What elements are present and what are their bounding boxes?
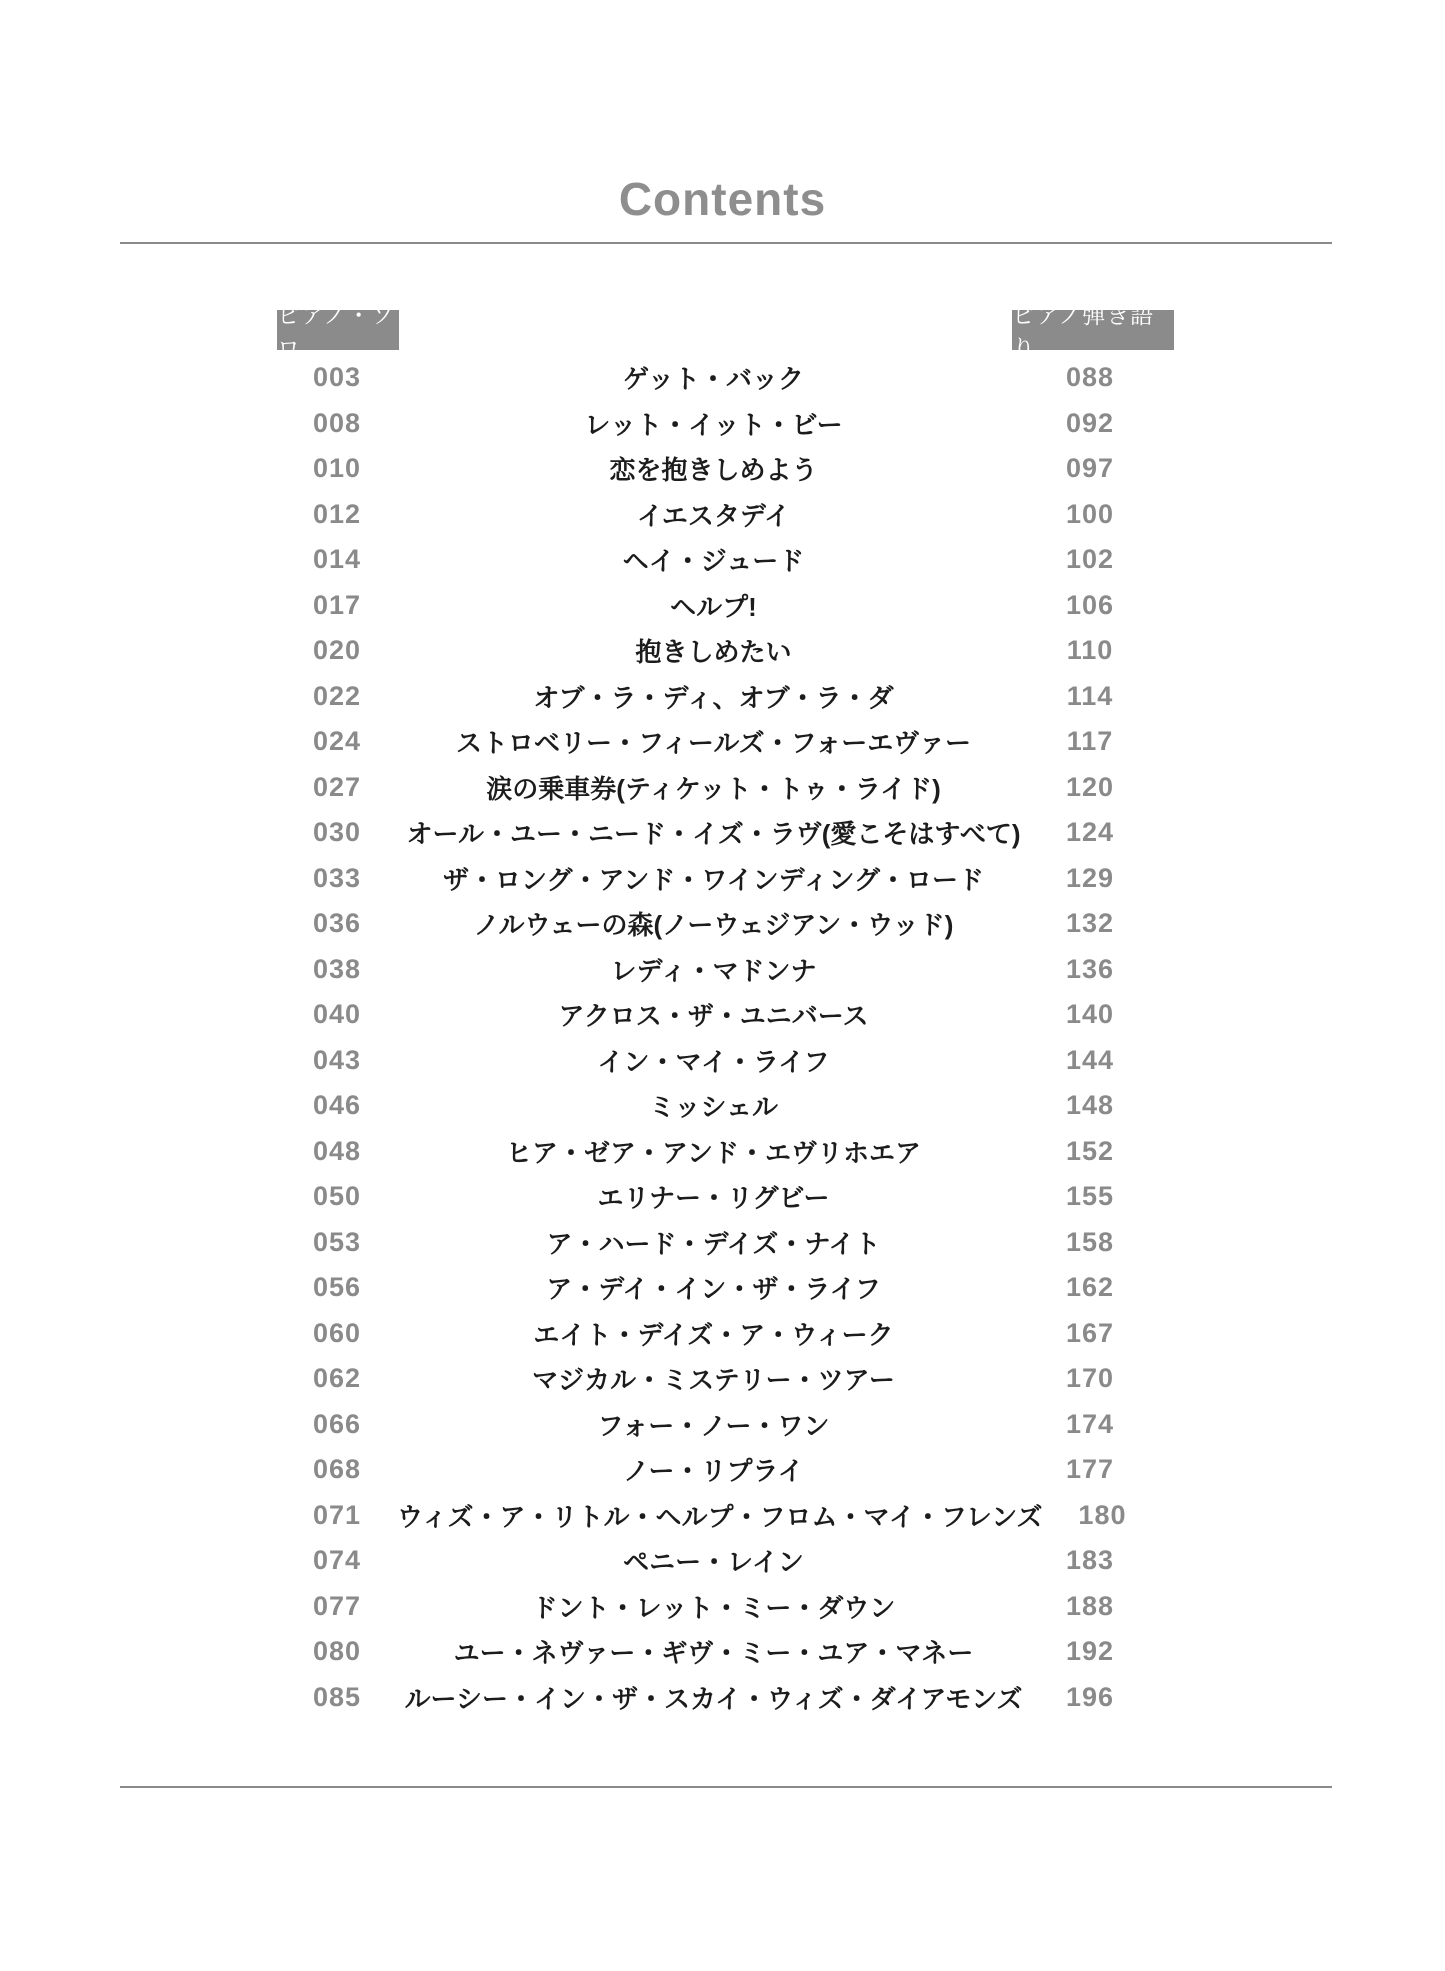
vocal-page-number: 180	[1078, 1499, 1127, 1530]
vocal-page-number: 144	[1065, 1044, 1115, 1075]
solo-page-number: 024	[312, 726, 362, 757]
song-title: ザ・ロング・アンド・ワインディング・ロード	[442, 864, 985, 895]
vocal-page-number: 120	[1065, 771, 1115, 802]
solo-page-number: 046	[312, 1090, 362, 1121]
vocal-page-number: 177	[1065, 1454, 1115, 1485]
toc-row	[0, 1356, 1445, 1402]
solo-page-number: 027	[312, 771, 362, 802]
toc-row	[0, 856, 1445, 902]
solo-page-number: 074	[312, 1545, 362, 1576]
solo-page-number: 017	[312, 589, 362, 620]
vocal-page-number: 117	[1066, 726, 1114, 757]
song-title: オール・ユー・ニード・イズ・ラヴ(愛こそはすべて)	[406, 819, 1021, 850]
toc-row	[0, 1538, 1445, 1584]
solo-page-number: 010	[312, 453, 362, 484]
page-title: Contents	[618, 173, 827, 225]
toc-row	[0, 446, 1445, 492]
solo-page-number: 036	[312, 908, 362, 939]
toc-row	[0, 1038, 1445, 1084]
song-title: ヘイ・ジュード	[622, 546, 805, 577]
vocal-page-number: 136	[1065, 953, 1115, 984]
song-title: ヒア・ゼア・アンド・エヴリホエア	[506, 1137, 921, 1168]
toc-row	[0, 765, 1445, 811]
solo-page-number: 066	[312, 1408, 362, 1439]
song-title: ゲット・バック	[623, 364, 804, 395]
song-title: オブ・ラ・ディ、オブ・ラ・ダ	[533, 682, 894, 713]
vocal-page-number: 174	[1065, 1408, 1115, 1439]
song-title: ミッシェル	[649, 1092, 778, 1123]
song-title: ドント・レット・ミー・ダウン	[531, 1592, 896, 1623]
vocal-page-number: 092	[1065, 407, 1115, 438]
vocal-page-number: 106	[1065, 589, 1115, 620]
vocal-page-number: 097	[1065, 453, 1115, 484]
vocal-page-number: 088	[1065, 362, 1115, 393]
song-title: 抱きしめたい	[635, 637, 792, 668]
solo-page-number: 040	[312, 999, 362, 1030]
solo-page-number: 080	[312, 1636, 362, 1667]
song-title: イン・マイ・ライフ	[597, 1046, 830, 1077]
vocal-page-number: 102	[1065, 544, 1115, 575]
solo-page-number: 062	[312, 1363, 362, 1394]
song-title: イエスタデイ	[636, 500, 791, 531]
vocal-page-number: 100	[1065, 498, 1115, 529]
bottom-divider	[120, 1786, 1332, 1788]
solo-page-number: 030	[312, 817, 362, 848]
toc-row	[0, 1675, 1445, 1721]
vocal-page-number: 183	[1065, 1545, 1115, 1576]
vocal-page-number: 148	[1065, 1090, 1115, 1121]
vocal-page-number: 132	[1065, 908, 1115, 939]
song-title: ユー・ネヴァー・ギヴ・ミー・ユア・マネー	[453, 1638, 974, 1669]
song-title: ペニー・レイン	[623, 1547, 804, 1578]
piano-vocal-column-badge: ピアノ弾き語り	[1012, 310, 1174, 350]
solo-page-number: 068	[312, 1454, 362, 1485]
toc-row	[0, 810, 1445, 856]
vocal-page-number: 124	[1065, 817, 1115, 848]
solo-page-number: 053	[312, 1226, 362, 1257]
toc-row	[0, 719, 1445, 765]
vocal-page-number: 152	[1065, 1135, 1115, 1166]
song-title: ノルウェーの森(ノーウェジアン・ウッド)	[473, 910, 954, 941]
vocal-page-number: 170	[1065, 1363, 1115, 1394]
toc-row	[0, 1629, 1445, 1675]
song-title: ヘルプ!	[670, 591, 757, 622]
toc-row	[0, 355, 1445, 401]
song-title: エイト・デイズ・ア・ウィーク	[533, 1319, 894, 1350]
toc-row	[0, 1129, 1445, 1175]
solo-page-number: 077	[312, 1590, 362, 1621]
song-title: ノー・リプライ	[623, 1456, 804, 1487]
solo-page-number: 014	[312, 544, 362, 575]
vocal-page-number: 158	[1065, 1226, 1115, 1257]
solo-page-number: 085	[312, 1681, 362, 1712]
song-title: エリナー・リグビー	[597, 1183, 830, 1214]
toc-row	[0, 1220, 1445, 1266]
toc-row	[0, 1493, 1445, 1539]
solo-page-number: 033	[312, 862, 362, 893]
toc-row	[0, 1402, 1445, 1448]
solo-page-number: 060	[312, 1317, 362, 1348]
song-title: 恋を抱きしめよう	[609, 455, 818, 486]
toc-row	[0, 537, 1445, 583]
song-title: ルーシー・イン・ザ・スカイ・ウィズ・ダイアモンズ	[404, 1683, 1023, 1714]
toc-row	[0, 1447, 1445, 1493]
vocal-page-number: 155	[1065, 1181, 1115, 1212]
solo-page-number: 022	[312, 680, 362, 711]
vocal-page-number: 167	[1065, 1317, 1115, 1348]
solo-page-number: 043	[312, 1044, 362, 1075]
song-title: 涙の乗車券(ティケット・トゥ・ライド)	[486, 773, 941, 804]
song-list	[0, 355, 1445, 1720]
toc-row	[0, 1584, 1445, 1630]
solo-page-number: 056	[312, 1272, 362, 1303]
solo-page-number: 050	[312, 1181, 362, 1212]
song-title: レット・イット・ビー	[584, 409, 843, 440]
toc-row	[0, 674, 1445, 720]
vocal-page-number: 192	[1065, 1636, 1115, 1667]
toc-row	[0, 947, 1445, 993]
solo-page-number: 071	[312, 1499, 362, 1530]
solo-page-number: 048	[312, 1135, 362, 1166]
vocal-page-number: 114	[1066, 680, 1114, 711]
toc-row	[0, 583, 1445, 629]
song-title: フォー・ノー・ワン	[597, 1410, 830, 1441]
song-title: ア・ハード・デイズ・ナイト	[546, 1228, 881, 1259]
vocal-page-number: 110	[1066, 635, 1114, 666]
toc-row	[0, 492, 1445, 538]
solo-page-number: 012	[312, 498, 362, 529]
vocal-page-number: 196	[1065, 1681, 1115, 1712]
solo-page-number: 008	[312, 407, 362, 438]
top-divider	[120, 242, 1332, 244]
song-title: ウィズ・ア・リトル・ヘルプ・フロム・マイ・フレンズ	[397, 1501, 1043, 1532]
toc-row	[0, 1265, 1445, 1311]
song-title: ア・デイ・イン・ザ・ライフ	[546, 1274, 881, 1305]
song-title: レディ・マドンナ	[610, 955, 817, 986]
toc-row	[0, 1083, 1445, 1129]
toc-row	[0, 628, 1445, 674]
song-title: ストロベリー・フィールズ・フォーエヴァー	[455, 728, 972, 759]
vocal-page-number: 188	[1065, 1590, 1115, 1621]
toc-row	[0, 1174, 1445, 1220]
solo-page-number: 003	[312, 362, 362, 393]
vocal-page-number: 140	[1065, 999, 1115, 1030]
toc-row	[0, 992, 1445, 1038]
vocal-page-number: 129	[1065, 862, 1115, 893]
solo-page-number: 020	[312, 635, 362, 666]
song-title: アクロス・ザ・ユニバース	[558, 1001, 869, 1032]
toc-row	[0, 1311, 1445, 1357]
song-title: マジカル・ミステリー・ツアー	[532, 1365, 895, 1396]
toc-row	[0, 401, 1445, 447]
vocal-page-number: 162	[1065, 1272, 1115, 1303]
piano-solo-column-badge: ピアノ・ソロ	[277, 310, 399, 350]
toc-row	[0, 901, 1445, 947]
solo-page-number: 038	[312, 953, 362, 984]
